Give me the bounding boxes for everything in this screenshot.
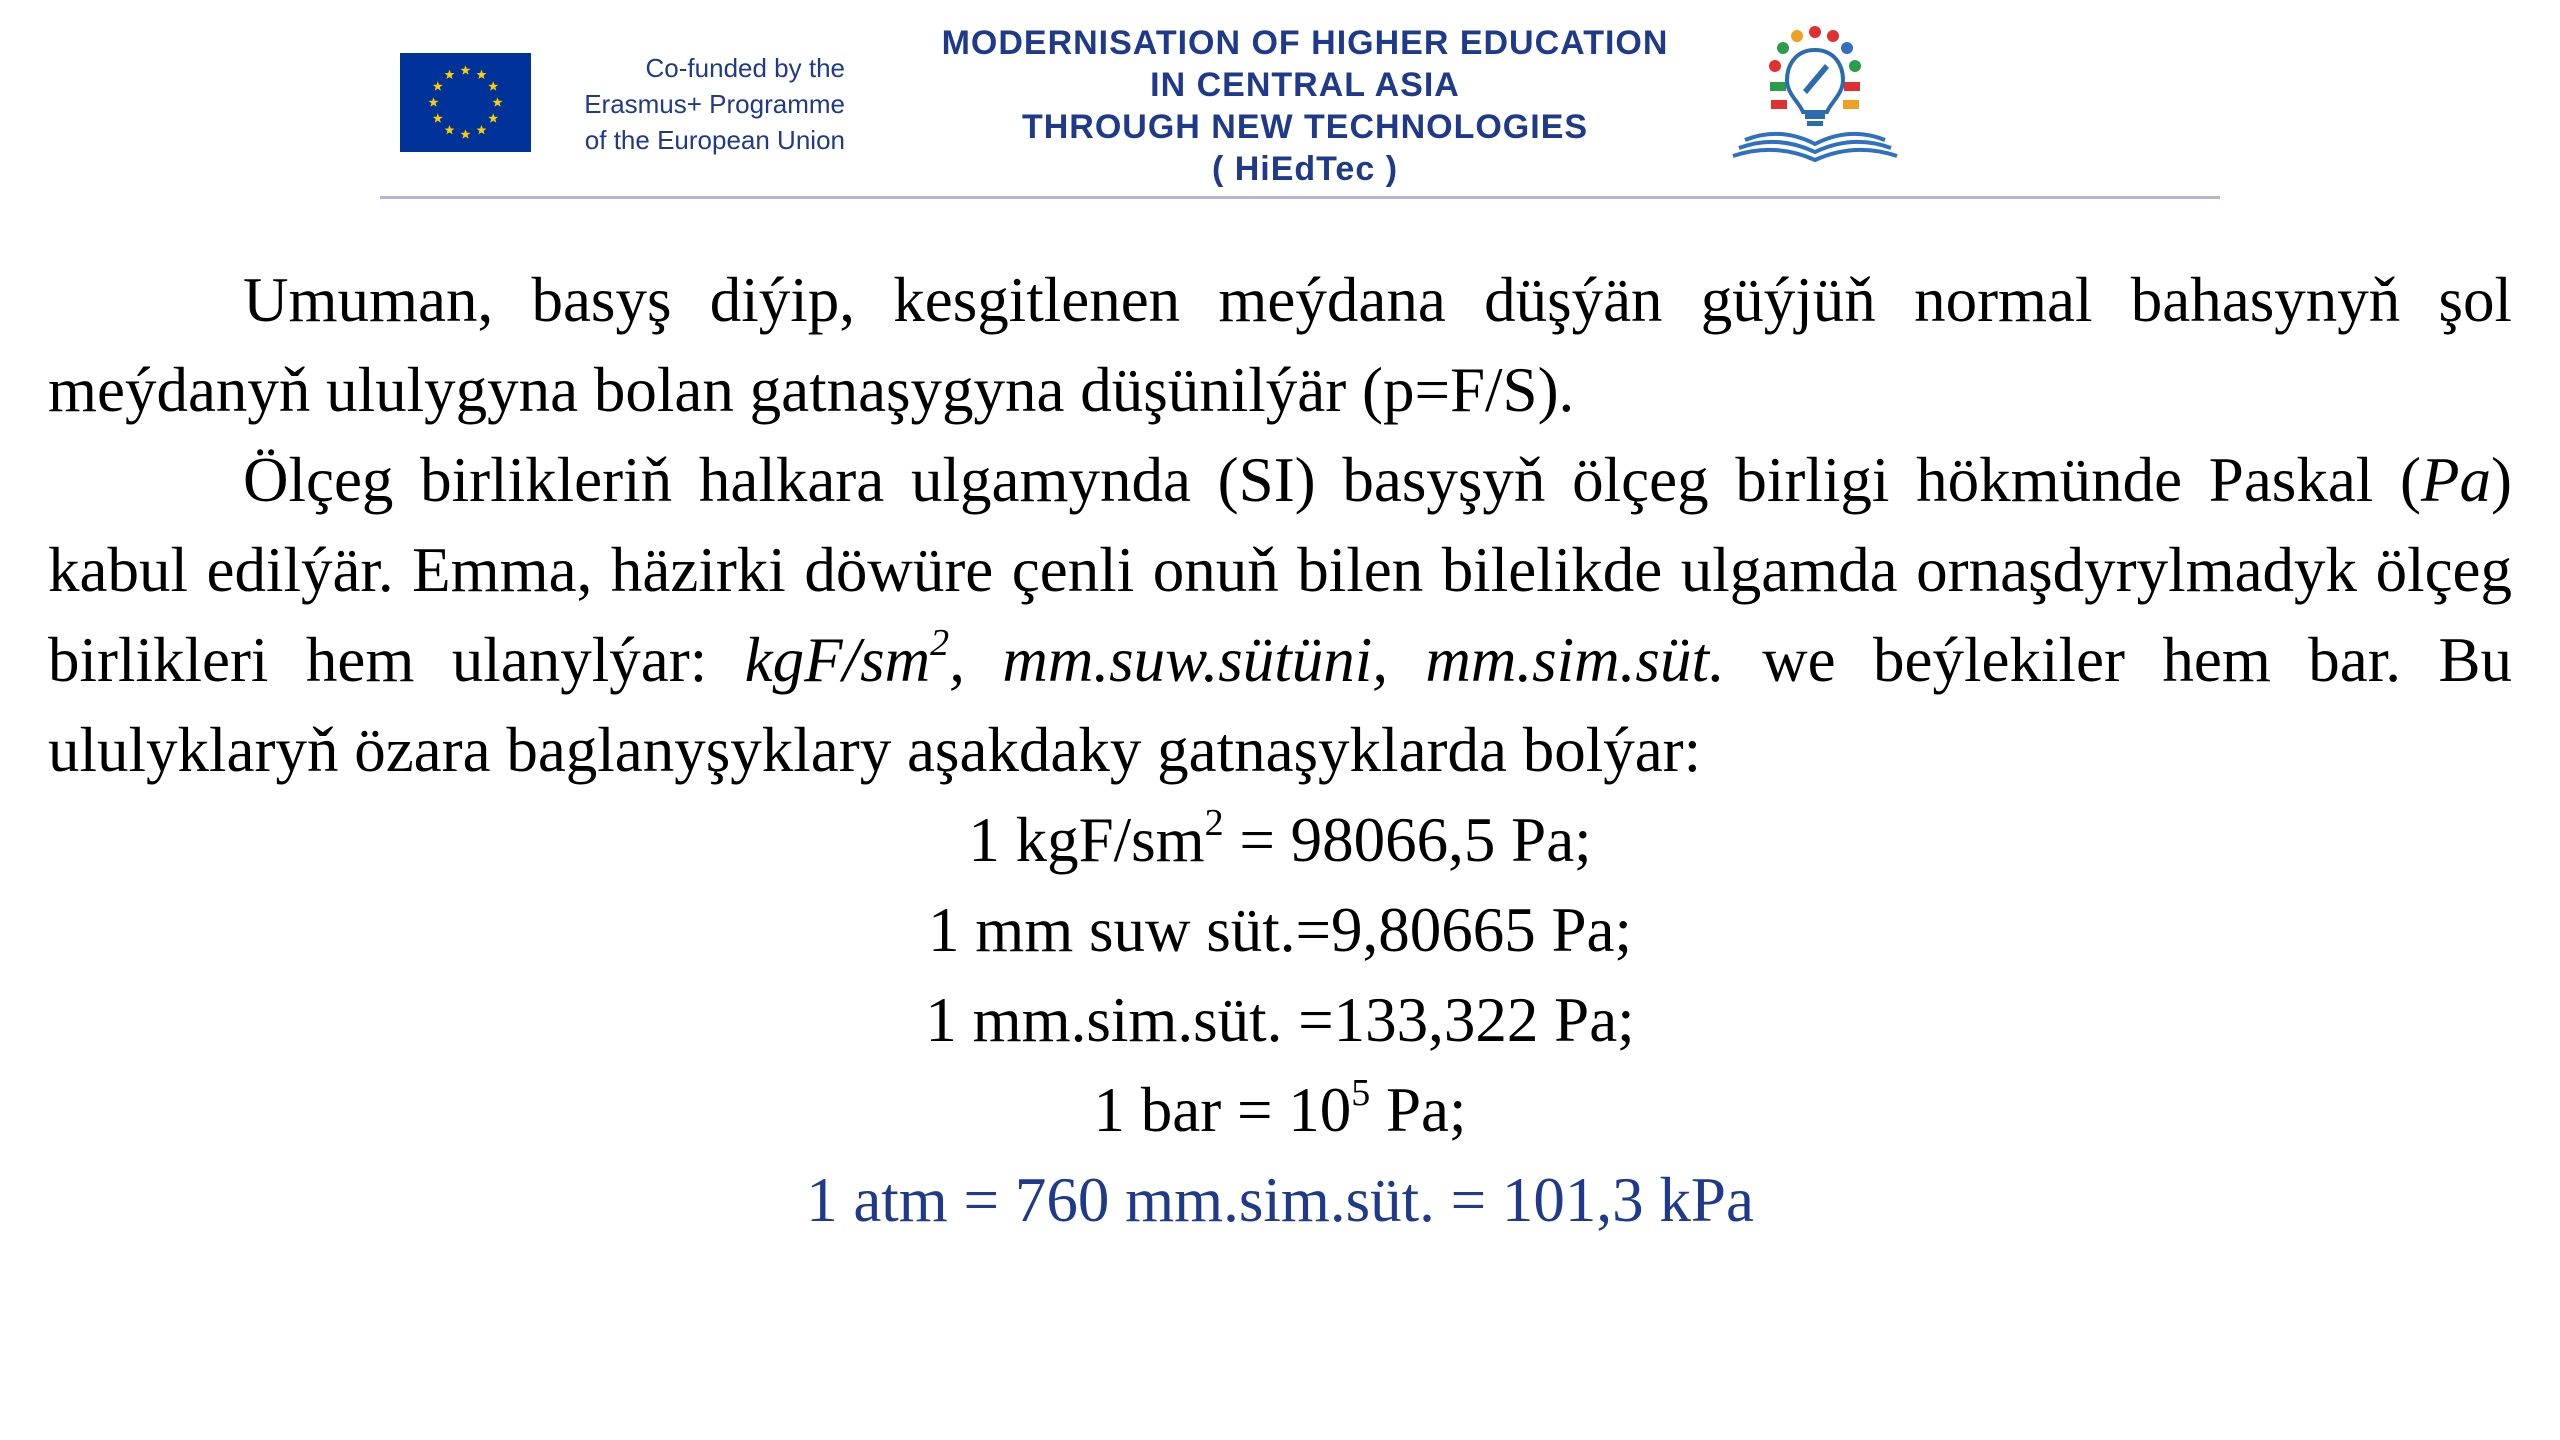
eu-text-line-3: of the European Union (584, 125, 845, 155)
project-title (895, 22, 1715, 190)
paragraph-2-unit-kgf (744, 622, 950, 695)
unit-kgf-base: kgF/sm (744, 625, 931, 695)
formula-bar-right: Pa; (1370, 1075, 1467, 1145)
eu-text-line-2: Erasmus+ Programme (584, 89, 845, 119)
unit-conversion-formulas (48, 795, 2512, 1245)
unit-kgf-exponent: 2 (930, 622, 950, 664)
project-title-line-3: THROUGH NEW TECHNOLOGIES (1021, 108, 1589, 146)
formula-kgf-exponent: 2 (1204, 802, 1224, 844)
project-title-line-1: MODERNISATION OF HIGHER EDUCATION (941, 24, 1669, 62)
paragraph-units (48, 435, 2512, 795)
formula-atm: 1 atm = 760 mm.sim.süt. = 101,3 kPa (806, 1165, 1754, 1235)
header (0, 0, 2560, 200)
paragraph-1-text: Umuman, basyş diýip, kesgitlenen meýdana düşýän güýjüň normal bahasynyň şol meýdanyň ululygyna bolan gatnaşygyna düşünilýär (p=F/S). (48, 265, 2512, 425)
hiedtec-logo (1725, 20, 1905, 180)
formula-mm-water: 1 mm suw süt.=9,80665 Pa; (927, 895, 1633, 965)
paragraph-2-text-4: we beýlekiler hem bar. Bu ululyklaryň özara baglanyşyklary aşakdaky gatnaşyklarda bolýar: (48, 625, 2512, 785)
eu-text-line-1: Co-funded by the (645, 53, 845, 83)
formula-mm-mercury: 1 mm.sim.süt. =133,322 Pa; (925, 985, 1635, 1055)
paragraph-2-text-1: Ölçeg birlikleriň halkara ulgamynda (SI) basyşyň ölçeg birligi hökmünde Paskal ( (243, 445, 2422, 515)
paragraph-2-comma: , (949, 625, 1003, 695)
eu-flag-logo (400, 53, 531, 152)
paragraph-2-unit-mm: mm.suw.sütüni, mm.sim.süt. (1002, 625, 1725, 695)
formula-kgf-left: 1 kgF/sm (968, 805, 1205, 875)
paragraph-2-text-2: ) kabul edilýär. Emma, häzirki döwüre çenli onuň bilen bilelikde ulgamda ornaşdyrylmadyk ölçeg birlikleri hem ulanylýar: (48, 445, 2512, 695)
eu-cofunding-text (545, 50, 845, 158)
paragraph-2-pa: Pa (2421, 445, 2492, 515)
project-title-line-2: IN CENTRAL ASIA (1150, 66, 1460, 104)
project-title-line-4: ( HiEdTec ) (1211, 150, 1399, 188)
main-content (48, 255, 2512, 1245)
formula-kgf-right: = 98066,5 Pa; (1223, 805, 1592, 875)
formula-bar-left: 1 bar = 10 (1093, 1075, 1352, 1145)
formula-kgf (48, 795, 2512, 885)
paragraph-pressure-definition (48, 255, 2512, 435)
formula-bar (48, 1065, 2512, 1155)
formula-bar-exponent: 5 (1351, 1072, 1371, 1114)
header-divider (380, 196, 2220, 199)
